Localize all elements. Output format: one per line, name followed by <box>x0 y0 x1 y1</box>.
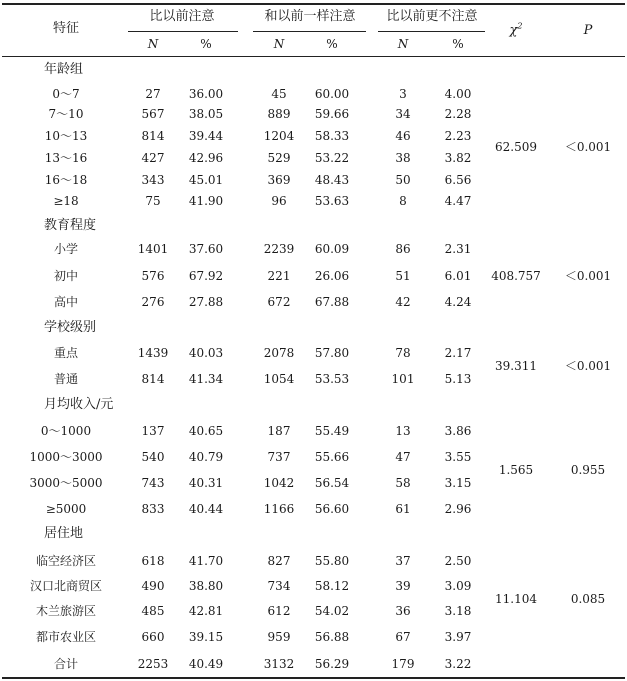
cell-p3: 3.18 <box>444 604 472 618</box>
p-value: ＜0.001 <box>564 269 612 283</box>
row-label: 普通 <box>53 372 79 386</box>
total-n1: 2253 <box>137 657 169 671</box>
cell-n1: 814 <box>141 372 165 386</box>
cell-p1: 38.80 <box>188 579 224 593</box>
cell-n3: 36 <box>395 604 411 618</box>
chi-superscript: 2 <box>517 21 523 31</box>
cell-p3: 6.56 <box>444 173 472 187</box>
cell-n3: 101 <box>391 372 415 386</box>
cell-p1: 40.31 <box>188 476 224 490</box>
row-label: 高中 <box>53 295 79 309</box>
cell-n3: 13 <box>395 424 411 438</box>
cell-n2: 96 <box>271 194 287 208</box>
chi-symbol: χ <box>509 23 518 38</box>
chi-square-value: 62.509 <box>495 140 537 154</box>
cell-p1: 40.44 <box>188 502 224 516</box>
cell-p2: 53.53 <box>314 372 350 386</box>
cell-n1: 540 <box>141 450 165 464</box>
cell-n2: 827 <box>267 554 291 568</box>
row-label: 0～7 <box>52 87 80 101</box>
row-label: 3000～5000 <box>29 476 103 490</box>
cell-n3: 51 <box>395 269 411 283</box>
p-value: 0.955 <box>570 463 606 477</box>
p-value: ＜0.001 <box>564 140 612 154</box>
cell-p3: 6.01 <box>444 269 472 283</box>
total-p1: 40.49 <box>188 657 224 671</box>
cell-n3: 42 <box>395 295 411 309</box>
row-label: 临空经济区 <box>35 554 97 568</box>
cell-p1: 37.60 <box>188 242 224 256</box>
header-group-1: 比以前注意 <box>149 9 215 24</box>
header-pct-1: % <box>200 37 212 51</box>
cell-p3: 3.97 <box>444 630 472 644</box>
cell-p3: 2.28 <box>444 107 472 121</box>
cell-p2: 56.54 <box>314 476 350 490</box>
total-p3: 3.22 <box>444 657 472 671</box>
row-label: 木兰旅游区 <box>35 604 97 618</box>
cell-p3: 3.15 <box>444 476 472 490</box>
cell-n3: 37 <box>395 554 411 568</box>
cell-n1: 485 <box>141 604 165 618</box>
cell-p1: 27.88 <box>188 295 224 309</box>
cell-n1: 833 <box>141 502 165 516</box>
cell-n2: 1166 <box>263 502 295 516</box>
cell-p1: 40.03 <box>188 346 224 360</box>
total-n3: 179 <box>391 657 415 671</box>
cell-n1: 576 <box>141 269 165 283</box>
cell-n2: 2239 <box>263 242 295 256</box>
cell-n1: 1439 <box>137 346 169 360</box>
row-label: 7～10 <box>48 107 84 121</box>
cell-n1: 743 <box>141 476 165 490</box>
section-title: 学校级别 <box>44 320 97 335</box>
cell-n3: 47 <box>395 450 411 464</box>
header-group-3: 比以前更不注意 <box>386 9 478 24</box>
cell-n3: 67 <box>395 630 411 644</box>
row-label: 16～18 <box>44 173 88 187</box>
group-underline-3 <box>378 31 485 32</box>
header-n-3: N <box>397 37 409 51</box>
cell-n2: 221 <box>267 269 291 283</box>
cell-n1: 137 <box>141 424 165 438</box>
cell-n1: 567 <box>141 107 165 121</box>
chi-square-value: 39.311 <box>495 359 537 373</box>
cell-p2: 53.63 <box>314 194 350 208</box>
cell-p3: 2.23 <box>444 129 472 143</box>
cell-p1: 42.96 <box>188 151 224 165</box>
cell-p2: 55.49 <box>314 424 350 438</box>
cell-n1: 343 <box>141 173 165 187</box>
row-label: 1000～3000 <box>29 450 103 464</box>
cell-n3: 39 <box>395 579 411 593</box>
chi-square-value: 1.565 <box>498 463 534 477</box>
cell-n3: 78 <box>395 346 411 360</box>
cell-n1: 490 <box>141 579 165 593</box>
cell-n3: 50 <box>395 173 411 187</box>
cell-p3: 3.55 <box>444 450 472 464</box>
cell-n1: 1401 <box>137 242 169 256</box>
cell-n2: 959 <box>267 630 291 644</box>
cell-n2: 529 <box>267 151 291 165</box>
p-value: 0.085 <box>570 592 606 606</box>
group-underline-2 <box>253 31 366 32</box>
cell-n3: 46 <box>395 129 411 143</box>
cell-n2: 1054 <box>263 372 295 386</box>
cell-p3: 5.13 <box>444 372 472 386</box>
header-p-value: P <box>583 23 593 38</box>
cell-n3: 86 <box>395 242 411 256</box>
row-label: 0～1000 <box>40 424 92 438</box>
total-p2: 56.29 <box>314 657 350 671</box>
cell-p1: 41.34 <box>188 372 224 386</box>
cell-n1: 27 <box>145 87 161 101</box>
cell-n2: 1204 <box>263 129 295 143</box>
cell-n3: 38 <box>395 151 411 165</box>
cell-n2: 369 <box>267 173 291 187</box>
cell-p1: 39.15 <box>188 630 224 644</box>
cell-p1: 40.79 <box>188 450 224 464</box>
section-title: 月均收入/元 <box>44 397 114 412</box>
cell-p1: 38.05 <box>188 107 224 121</box>
cell-n2: 672 <box>267 295 291 309</box>
cell-p2: 67.88 <box>314 295 350 309</box>
cell-p3: 3.82 <box>444 151 472 165</box>
cell-p1: 67.92 <box>188 269 224 283</box>
cell-p2: 55.66 <box>314 450 350 464</box>
cell-n2: 187 <box>267 424 291 438</box>
section-title: 教育程度 <box>44 218 97 233</box>
cell-p3: 4.47 <box>444 194 472 208</box>
cell-n3: 61 <box>395 502 411 516</box>
cell-p3: 4.00 <box>444 87 472 101</box>
row-label: 小学 <box>53 242 79 256</box>
chi-square-value: 408.757 <box>491 269 541 283</box>
cell-p2: 60.09 <box>314 242 350 256</box>
cell-p1: 40.65 <box>188 424 224 438</box>
row-label: 都市农业区 <box>35 630 97 644</box>
cell-p3: 3.86 <box>444 424 472 438</box>
cell-p1: 36.00 <box>188 87 224 101</box>
cell-p2: 58.12 <box>314 579 350 593</box>
cell-n3: 3 <box>399 87 407 101</box>
cell-p1: 41.90 <box>188 194 224 208</box>
row-label: 初中 <box>53 269 79 283</box>
cell-p1: 41.70 <box>188 554 224 568</box>
header-chi-square <box>510 23 523 39</box>
cell-n2: 612 <box>267 604 291 618</box>
cell-p3: 2.17 <box>444 346 472 360</box>
section-title: 年龄组 <box>44 62 84 77</box>
cell-n3: 34 <box>395 107 411 121</box>
cell-p2: 54.02 <box>314 604 350 618</box>
cell-p2: 56.60 <box>314 502 350 516</box>
cell-n2: 1042 <box>263 476 295 490</box>
cell-p2: 48.43 <box>314 173 350 187</box>
cell-n1: 814 <box>141 129 165 143</box>
top-rule <box>2 3 625 5</box>
cell-p2: 56.88 <box>314 630 350 644</box>
cell-n2: 45 <box>271 87 287 101</box>
p-value: ＜0.001 <box>564 359 612 373</box>
cell-p3: 2.50 <box>444 554 472 568</box>
row-label: ≥5000 <box>45 502 87 516</box>
cell-n2: 889 <box>267 107 291 121</box>
cell-n2: 737 <box>267 450 291 464</box>
cell-p2: 60.00 <box>314 87 350 101</box>
cell-n3: 58 <box>395 476 411 490</box>
cell-n1: 75 <box>145 194 161 208</box>
cell-p2: 58.33 <box>314 129 350 143</box>
row-label: 13～16 <box>44 151 88 165</box>
cell-n3: 8 <box>399 194 407 208</box>
cell-n2: 2078 <box>263 346 295 360</box>
total-label: 合计 <box>53 657 79 671</box>
group-underline-1 <box>128 31 238 32</box>
row-label: 重点 <box>53 346 79 360</box>
header-n-2: N <box>273 37 285 51</box>
cell-n1: 660 <box>141 630 165 644</box>
cell-n1: 618 <box>141 554 165 568</box>
cell-p2: 53.22 <box>314 151 350 165</box>
header-group-2: 和以前一样注意 <box>264 9 356 24</box>
total-n2: 3132 <box>263 657 295 671</box>
section-title: 居住地 <box>44 526 84 541</box>
header-n-1: N <box>147 37 159 51</box>
bottom-rule <box>2 677 625 679</box>
cell-p3: 3.09 <box>444 579 472 593</box>
cell-p3: 2.31 <box>444 242 472 256</box>
header-rule <box>2 56 625 57</box>
cell-p3: 2.96 <box>444 502 472 516</box>
cell-p1: 45.01 <box>188 173 224 187</box>
row-label: ≥18 <box>53 194 79 208</box>
cell-p2: 59.66 <box>314 107 350 121</box>
cell-n1: 276 <box>141 295 165 309</box>
cell-p3: 4.24 <box>444 295 472 309</box>
row-label: 汉口北商贸区 <box>29 579 103 593</box>
cell-p1: 39.44 <box>188 129 224 143</box>
chi-square-value: 11.104 <box>495 592 537 606</box>
header-pct-2: % <box>326 37 338 51</box>
cell-p2: 55.80 <box>314 554 350 568</box>
cell-p2: 57.80 <box>314 346 350 360</box>
header-feature: 特征 <box>52 21 80 36</box>
cell-n1: 427 <box>141 151 165 165</box>
row-label: 10～13 <box>44 129 88 143</box>
cell-p1: 42.81 <box>188 604 224 618</box>
cell-p2: 26.06 <box>314 269 350 283</box>
header-pct-3: % <box>452 37 464 51</box>
cell-n2: 734 <box>267 579 291 593</box>
